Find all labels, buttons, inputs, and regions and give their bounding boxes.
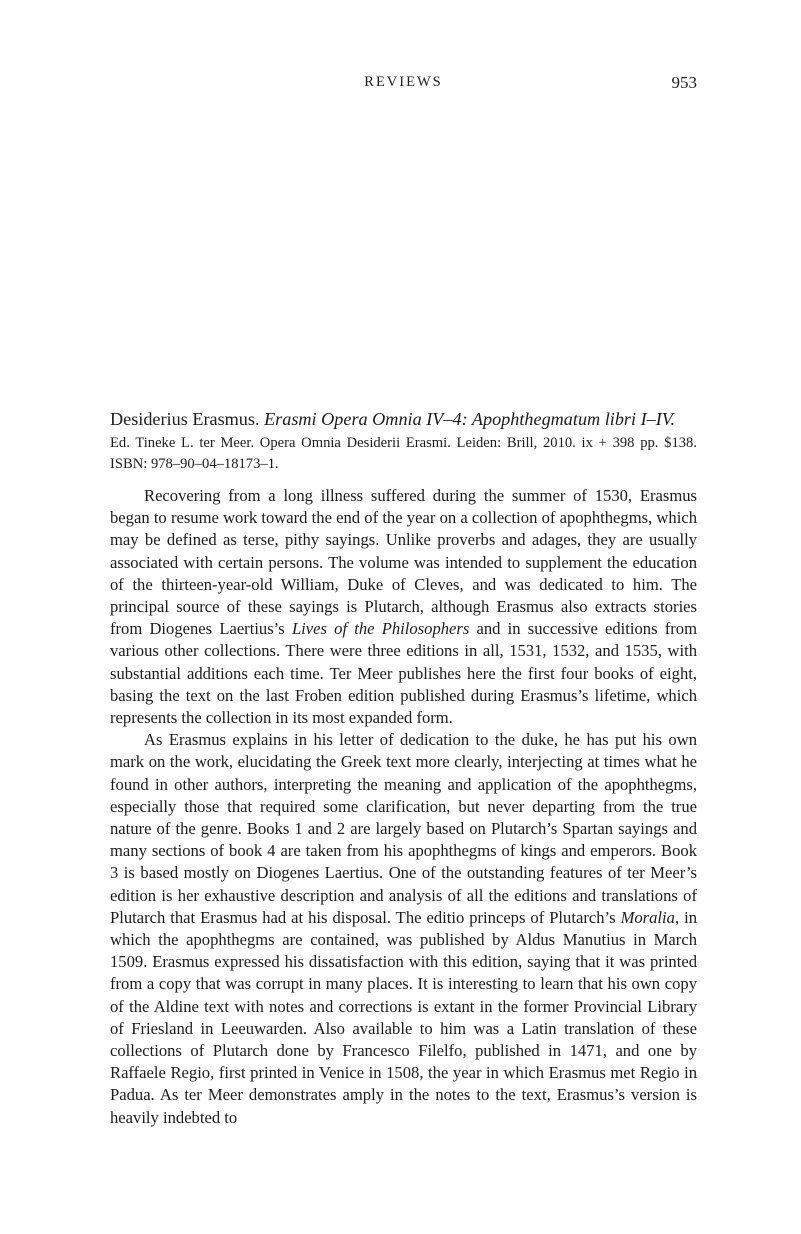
paragraph	[110, 485, 697, 729]
paragraph-text: and in successive editions from various other collections. There were three editions in all, 1531, 1532, and 1535, with substantial additions each time. Ter Meer publishes here the first four books of eight, basing the text on the last Froben edition published during Erasmus’s lifetime, which represents the collection in its most expanded form.	[110, 619, 698, 728]
publication-info: Ed. Tineke L. ter Meer. Opera Omnia Desiderii Erasmi. Leiden: Brill, 2010. ix + 398 pp. $138. ISBN: 978–90–04–18173–1.	[110, 435, 697, 472]
paragraph-text: Recovering from a long illness suffered during the summer of 1530, Erasmus began to resume work toward the end of the year on a collection of apophthegms, which may be defined as terse, pithy sayings. Unlike proverbs and adages, they are usually associated with certain persons. The volume was intended to supplement the education of the thirteen-year-old William, Duke of Cleves, and was dedicated to him. The principal source of these sayings is Plutarch, although Erasmus also extracts stories from Diogenes Laertius’s	[110, 486, 697, 639]
book-title: Erasmi Opera Omnia IV–4: Apophthegmatum libri I–IV.	[264, 409, 676, 429]
book-author: Desiderius Erasmus.	[110, 409, 260, 429]
review-body	[110, 485, 697, 1129]
paragraph-text: As Erasmus explains in his letter of dedication to the duke, he has put his own mark on the work, elucidating the Greek text more clearly, interjecting at times what he found in other authors, interpreting the meaning and application of the apophthegms, especially those that required some clarification, but never departing from the true nature of the genre. Books 1 and 2 are largely based on Plutarch’s Spartan sayings and many sections of book 4 are taken from his apophthegms of kings and emperors. Book 3 is based mostly on Diogenes Laertius. One of the outstanding features of ter Meer’s edition is her exhaustive description and analysis of all the editions and translations of Plutarch that Erasmus had at his disposal. The editio princeps of Plutarch’s	[110, 730, 697, 927]
review-citation	[110, 407, 697, 474]
citation-heading	[110, 407, 697, 431]
section-title: REVIEWS	[364, 74, 443, 90]
running-head	[110, 74, 697, 96]
paragraph	[110, 729, 697, 1129]
page-number: 953	[671, 73, 697, 92]
italic-title: Lives of the Philosophers	[291, 619, 470, 639]
italic-title: Moralia	[620, 907, 675, 927]
paragraph-text: , in which the apophthegms are contained, was published by Aldus Manutius in March 1509. Erasmus expressed his dissatisfaction with this edition, saying that it was printed from a copy that was corrupt in many places. It is interesting to learn that his own copy of the Aldine text with notes and corrections is extant in the former Provincial Library of Friesland in Leeuwarden. Also available to him was a Latin translation of these collections of Plutarch done by Francesco Filelfo, published in 1471, and one by Raffaele Regio, first printed in Venice in 1508, the year in which Erasmus met Regio in Padua. As ter Meer demonstrates amply in the notes to the text, Erasmus’s version is heavily indebted to	[110, 907, 697, 1127]
